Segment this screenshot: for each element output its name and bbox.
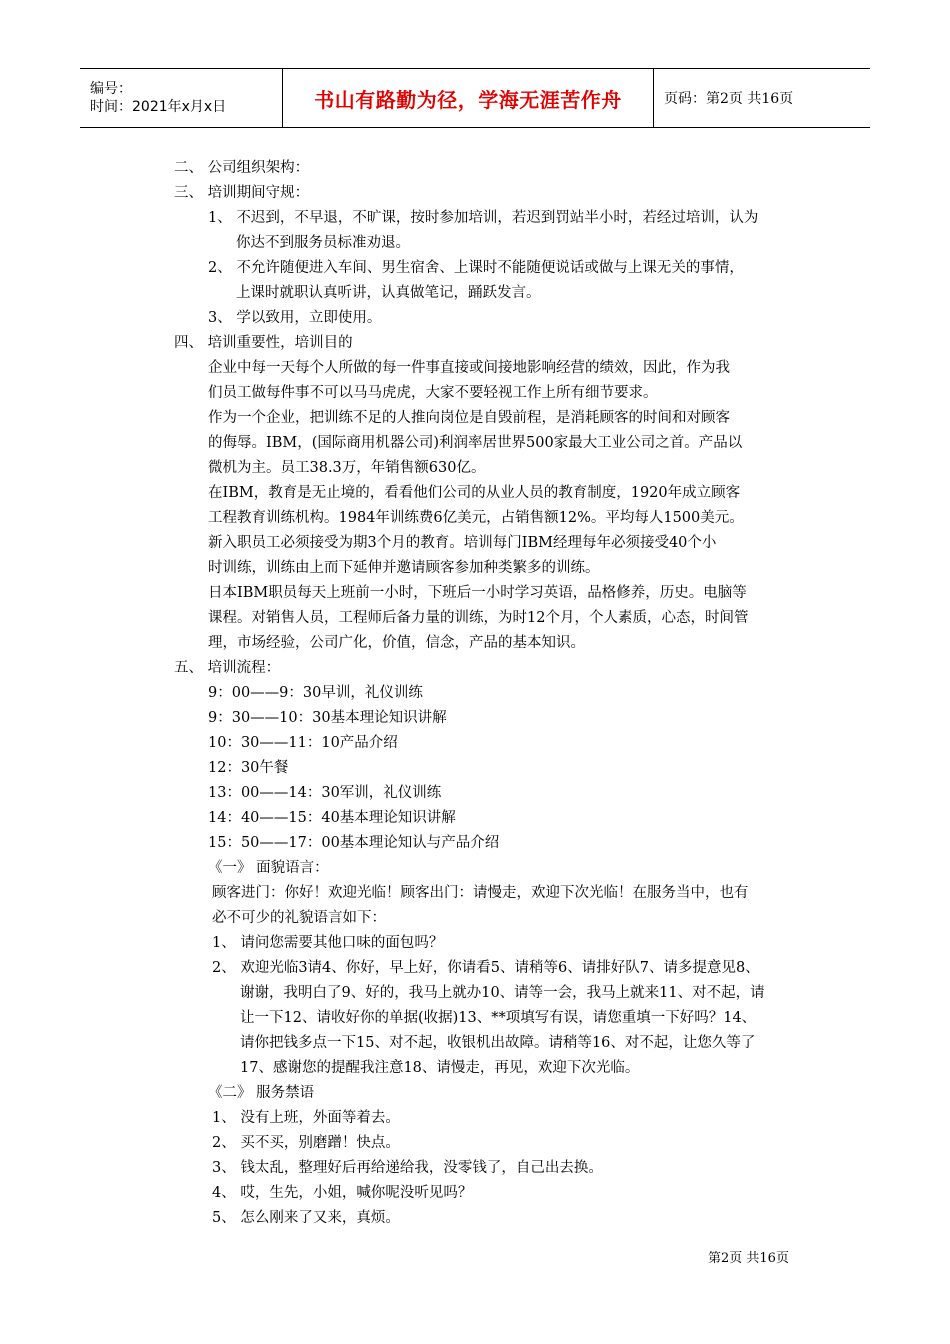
header-page-cell [654, 69, 870, 127]
section-heading: 五、 培训流程： [174, 660, 281, 676]
list-item: 2、 买不买，别磨蹭！快点。 [212, 1135, 400, 1151]
section-heading: 三、 培训期间守规： [174, 185, 310, 201]
list-item-continuation: 请你把钱多点一下15、对不起，收银机出故障。请稍等16、对不起，让您久等了 [240, 1035, 756, 1051]
list-item-continuation: 谢谢，我明白了9、好的，我马上就办10、请等一会，我马上就来11、对不起，请 [240, 985, 765, 1001]
paragraph-line: 们员工做每件事不可以马马虎虎，大家不要轻视工作上所有细节要求。 [208, 385, 658, 401]
motto: 书山有路勤为径，学海无涯苦作舟 [314, 87, 622, 112]
paragraph-line: 理，市场经验，公司广化，价值，信念，产品的基本知识。 [208, 635, 585, 651]
list-item: 3、 学以致用，立即使用。 [208, 310, 382, 326]
schedule-item: 10：30——11：10产品介绍 [208, 735, 398, 751]
paragraph-line: 日本IBM职员每天上班前一小时，下班后一小时学习英语，品格修养，历史。电脑等 [208, 585, 747, 601]
page-number-label: 页码：第2页 共16页 [664, 91, 794, 107]
schedule-item: 15：50——17：00基本理论知认与产品介绍 [208, 835, 500, 851]
paragraph-line: 时训练，训练由上而下延伸并邀请顾客参加种类繁多的训练。 [208, 560, 600, 576]
header-motto-cell [282, 69, 654, 127]
page-header [80, 68, 870, 128]
list-item-continuation: 让一下12、请收好你的单据(收据)13、**项填写有误，请您重填一下好吗？14、 [240, 1010, 757, 1026]
list-item-continuation: 17、感谢您的提醒我注意18、请慢走，再见，欢迎下次光临。 [240, 1060, 640, 1076]
list-item: 4、 哎，生先，小姐，喊你呢没听见吗？ [212, 1185, 473, 1201]
section-heading: 四、 培训重要性，培训目的 [174, 335, 353, 351]
list-item: 1、 没有上班，外面等着去。 [212, 1110, 400, 1126]
serial-number-label: 编号： [90, 81, 132, 97]
date-label: 时间：2021年x月x日 [90, 99, 227, 115]
page-footer: 第2页 共16页 [708, 1251, 789, 1266]
paragraph-line: 作为一个企业，把训练不足的人推向岗位是自毁前程，是消耗顾客的时间和对顾客 [208, 410, 730, 426]
paragraph-line: 微机为主。员工38.3万，年销售额630亿。 [208, 460, 486, 476]
section-heading: 二、 公司组织架构： [174, 160, 310, 176]
subsection-heading: 《二》 服务禁语 [208, 1085, 315, 1101]
paragraph-line: 必不可少的礼貌语言如下： [212, 910, 386, 926]
paragraph-line: 顾客进门：你好！欢迎光临！顾客出门：请慢走，欢迎下次光临！在服务当中，也有 [212, 885, 749, 901]
subsection-heading: 《一》 面貌语言： [208, 860, 329, 876]
paragraph-line: 新入职员工必须接受为期3个月的教育。培训每门IBM经理每年必须接受40个小 [208, 535, 717, 551]
schedule-item: 9：00——9：30早训，礼仪训练 [208, 685, 423, 701]
list-item: 2、 欢迎光临3请4、你好，早上好，你请看5、请稍等6、请排好队7、请多提意见8、 [212, 960, 760, 976]
list-item-continuation: 上课时就职认真听讲，认真做笔记，踊跃发言。 [236, 285, 541, 301]
paragraph-line: 在IBM，教育是无止境的，看看他们公司的从业人员的教育制度，1920年成立顾客 [208, 485, 741, 501]
paragraph-line: 工程教育训练机构。1984年训练费6亿美元，占销售额12%。平均每人1500美元。 [208, 510, 744, 526]
paragraph-line: 课程。对销售人员，工程师后备力量的训练，为时12个月，个人素质，心态，时间管 [208, 610, 749, 626]
list-item-continuation: 你达不到服务员标准劝退。 [236, 235, 410, 251]
paragraph-line: 的侮辱。IBM，(国际商用机器公司)利润率居世界500家最大工业公司之首。产品以 [208, 435, 743, 451]
list-item: 1、 不迟到，不早退，不旷课，按时参加培训，若迟到罚站半小时，若经过培训，认为 [208, 210, 759, 226]
paragraph-line: 企业中每一天每个人所做的每一件事直接或间接地影响经营的绩效，因此，作为我 [208, 360, 730, 376]
list-item: 2、 不允许随便进入车间、男生宿舍、上课时不能随便说话或做与上课无关的事情， [208, 260, 744, 276]
schedule-item: 13：00——14：30军训，礼仪训练 [208, 785, 442, 801]
schedule-item: 12：30午餐 [208, 760, 289, 776]
list-item: 1、 请问您需要其他口味的面包吗？ [212, 935, 444, 951]
list-item: 3、 钱太乱，整理好后再给递给我，没零钱了，自己出去换。 [212, 1160, 603, 1176]
schedule-item: 9：30——10：30基本理论知识讲解 [208, 710, 447, 726]
list-item: 5、 怎么刚来了又来，真烦。 [212, 1210, 400, 1226]
schedule-item: 14：40——15：40基本理论知识讲解 [208, 810, 456, 826]
header-meta [80, 69, 282, 127]
